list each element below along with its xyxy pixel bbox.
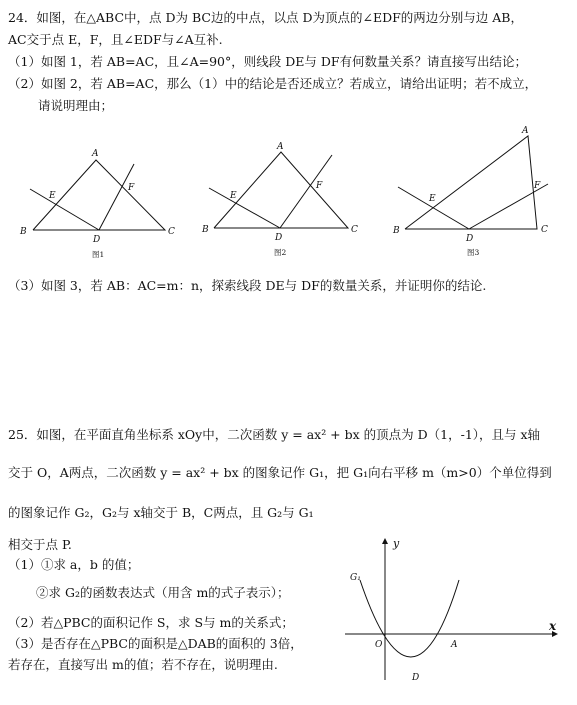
label-f: F — [534, 181, 541, 191]
q24-part3: （3）如图 3，若 AB：AC=m：n，探索线段 DE与 DF的数量关系，并证明你的结论. — [8, 278, 487, 293]
q24-part2-line1: （2）如图 2，若 AB=AC，那么（1）中的结论是否还成立？若成立，请给出证明；若不成立， — [8, 76, 538, 91]
label-d: D — [466, 234, 474, 244]
label-c: C — [351, 225, 358, 235]
label-f: F — [128, 183, 135, 193]
point-d-label: D — [412, 673, 420, 683]
label-e: E — [429, 194, 436, 204]
q25-stem-line1: 25．如图，在平面直角坐标系 xOy中，二次函数 y = ax² + bx 的顶点为 D（1，-1），且与 x轴 — [8, 427, 541, 442]
q24-stem-line1: 24．如图，在△ABC中，点 D为 BC边的中点，以点 D为顶点的∠EDF的两边分别与边 AB， — [8, 10, 523, 25]
q25-part1b: ②求 G₂的函数表达式（用含 m的式子表示）； — [36, 585, 290, 600]
label-f: F — [316, 181, 323, 191]
label-e: E — [49, 191, 56, 201]
ray-df-1 — [99, 164, 134, 230]
curve-g1-label: G₁ — [350, 573, 361, 583]
label-b: B — [20, 227, 27, 237]
triangle-abc-3 — [405, 136, 537, 229]
label-c: C — [168, 227, 175, 237]
y-axis-label: y — [393, 537, 400, 550]
triangle-abc-2 — [214, 152, 348, 228]
q25-stem-line4: 相交于点 P. — [8, 537, 72, 552]
q24-part2-line2: 请说明理由； — [38, 98, 114, 113]
q25-stem-line3: 的图象记作 G₂，G₂与 x轴交于 B，C两点，且 G₂与 G₁ — [8, 505, 314, 520]
q24-stem-line2: AC交于点 E，F，且∠EDF与∠A互补. — [8, 32, 223, 47]
label-c: C — [541, 225, 548, 235]
q25-part1a: （1）①求 a，b 的值； — [8, 557, 140, 572]
label-a: A — [92, 149, 99, 159]
q24-figure-3 — [385, 120, 575, 270]
figure-caption-2: 图2 — [274, 248, 287, 257]
origin-label: O — [375, 640, 383, 650]
q24-figure-2 — [195, 140, 380, 270]
q25-coordinate-graph — [345, 535, 570, 700]
point-a-label: A — [451, 640, 458, 650]
q24-figure-1 — [0, 140, 190, 270]
q24-part1: （1）如图 1，若 AB=AC，且∠A=90°，则线段 DE与 DF有何数量关系？请直接写出结论； — [8, 54, 528, 69]
q25-part2: （2）若△PBC的面积记作 S，求 S与 m的关系式； — [8, 615, 294, 630]
label-b: B — [202, 225, 209, 235]
q25-part3-line1: （3）是否存在△PBC的面积是△DAB的面积的 3倍， — [8, 636, 303, 651]
label-b: B — [393, 226, 400, 236]
label-a: A — [522, 126, 529, 136]
q25-stem-line2: 交于 O，A两点，二次函数 y = ax² + bx 的图象记作 G₁，把 G₁向右平移 m（m>0）个单位得到 — [8, 465, 552, 480]
x-axis-label: x — [549, 619, 557, 633]
q25-part3-line2: 若存在，直接写出 m的值；若不存在，说明理由. — [8, 657, 278, 672]
ray-df-2 — [280, 155, 332, 228]
figure-caption-1: 图1 — [92, 250, 105, 259]
label-e: E — [230, 191, 237, 201]
figure-caption-3: 图3 — [467, 248, 480, 257]
label-d: D — [275, 233, 283, 243]
label-a: A — [277, 142, 284, 152]
label-d: D — [93, 235, 101, 245]
